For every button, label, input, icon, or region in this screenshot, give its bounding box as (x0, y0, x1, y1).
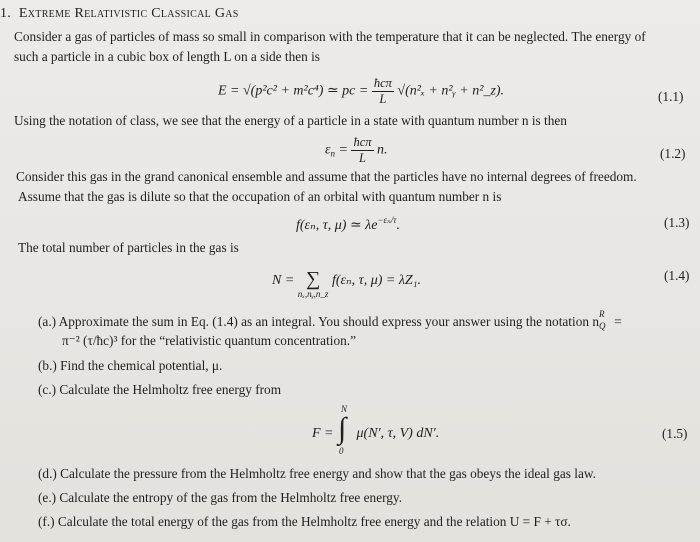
problem-number: 1. (0, 6, 12, 21)
notation-line: Using the notation of class, we see that the energy of a particle in a state with quantum number n is then (14, 113, 567, 128)
integral-upper-limit: N (341, 404, 348, 414)
sum-symbol: ∑ (305, 268, 321, 290)
eq3-main: f(εₙ, τ, μ) ≃ λe (296, 218, 378, 233)
part-f: (f.) Calculate the total energy of the gas from the Helmholtz free energy and the relation U = F + τσ. (38, 514, 571, 529)
eq1-rhs: √(n²ₓ + n²ᵧ + n²_z). (397, 83, 505, 99)
eq2-frac-num: ħcπ (353, 135, 372, 149)
part-a-line-2: π⁻² (τ/ħc)³ for the “relativistic quantum concentration.” (62, 333, 356, 348)
equation-number-1-1: (1.1) (658, 89, 684, 104)
integral-icon: ∫ (338, 412, 347, 445)
part-a-sup: R (598, 309, 605, 319)
eq3-tail: . (396, 218, 400, 233)
problem-title (0, 6, 239, 22)
eq2-sub: n (330, 148, 336, 159)
part-e: (e.) Calculate the entropy of the gas from the Helmholtz free energy. (38, 490, 403, 505)
problem-title-text: Extreme Relativistic Classical Gas (18, 6, 239, 21)
part-a-equals: = (610, 314, 622, 329)
eq4-rhs: f(εₙ, τ, μ) = λZ₁. (331, 273, 422, 289)
eq2-rhs: n. (377, 142, 388, 158)
eq1-lhs: E = √(p²c² + m²c⁴) ≃ pc = (218, 83, 369, 99)
eq5-integral (337, 406, 353, 454)
part-a-line-1 (38, 309, 622, 331)
total-number-line: The total number of particles in the gas is (18, 240, 239, 255)
grand-canonical-line-2: Assume that the gas is dilute so that the occupation of an orbital with quantum number n is (18, 189, 502, 204)
eq1-frac-den: L (379, 92, 387, 106)
eq1-fraction (372, 76, 394, 107)
eq2-equals: = (338, 142, 348, 158)
integral-lower-limit: 0 (339, 446, 344, 456)
eq1-frac-num: ħcπ (373, 76, 392, 90)
equation-number-1-5: (1.5) (662, 426, 688, 441)
part-a-notation (598, 309, 611, 331)
eq2-fraction (351, 135, 373, 166)
equation-1-4 (272, 266, 422, 299)
equation-number-1-3: (1.3) (664, 215, 690, 230)
eq3-exponent: −εₙ/τ (377, 215, 397, 225)
part-b: (b.) Find the chemical potential, μ. (38, 358, 223, 373)
equation-1-5 (312, 406, 439, 454)
equation-number-1-2: (1.2) (660, 146, 686, 161)
part-a-sub: Q (598, 321, 606, 331)
eq2-frac-den: L (359, 151, 366, 165)
eq4-lhs: N = (272, 273, 295, 289)
part-c: (c.) Calculate the Helmholtz free energy from (38, 382, 282, 397)
eq5-lhs: F = (312, 426, 334, 441)
equation-1-3 (296, 215, 400, 234)
equation-1-1 (218, 76, 504, 107)
equation-1-2 (325, 135, 388, 166)
equation-number-1-4: (1.4) (664, 268, 690, 283)
eq5-rhs: μ(N′, τ, V) dN′. (356, 426, 440, 441)
intro-line-2: such a particle in a cubic box of length L on a side then is (14, 49, 320, 64)
intro-line-1: Consider a gas of particles of mass so small in comparison with the temperature that it can be neglected. The energy of (14, 29, 646, 44)
eq4-summation (298, 270, 329, 300)
part-a-text: (a.) Approximate the sum in Eq. (1.4) as an integral. You should express your answer using the notation n (38, 314, 599, 329)
eq2-lhs: ε (325, 142, 331, 158)
grand-canonical-line-1: Consider this gas in the grand canonical ensemble and assume that the particles have no internal degrees of freedom. (16, 169, 637, 184)
part-d: (d.) Calculate the pressure from the Helmholtz free energy and show that the gas obeys the ideal gas law. (38, 466, 596, 481)
sum-indices: nₓ,nᵧ,n_z (297, 289, 329, 299)
